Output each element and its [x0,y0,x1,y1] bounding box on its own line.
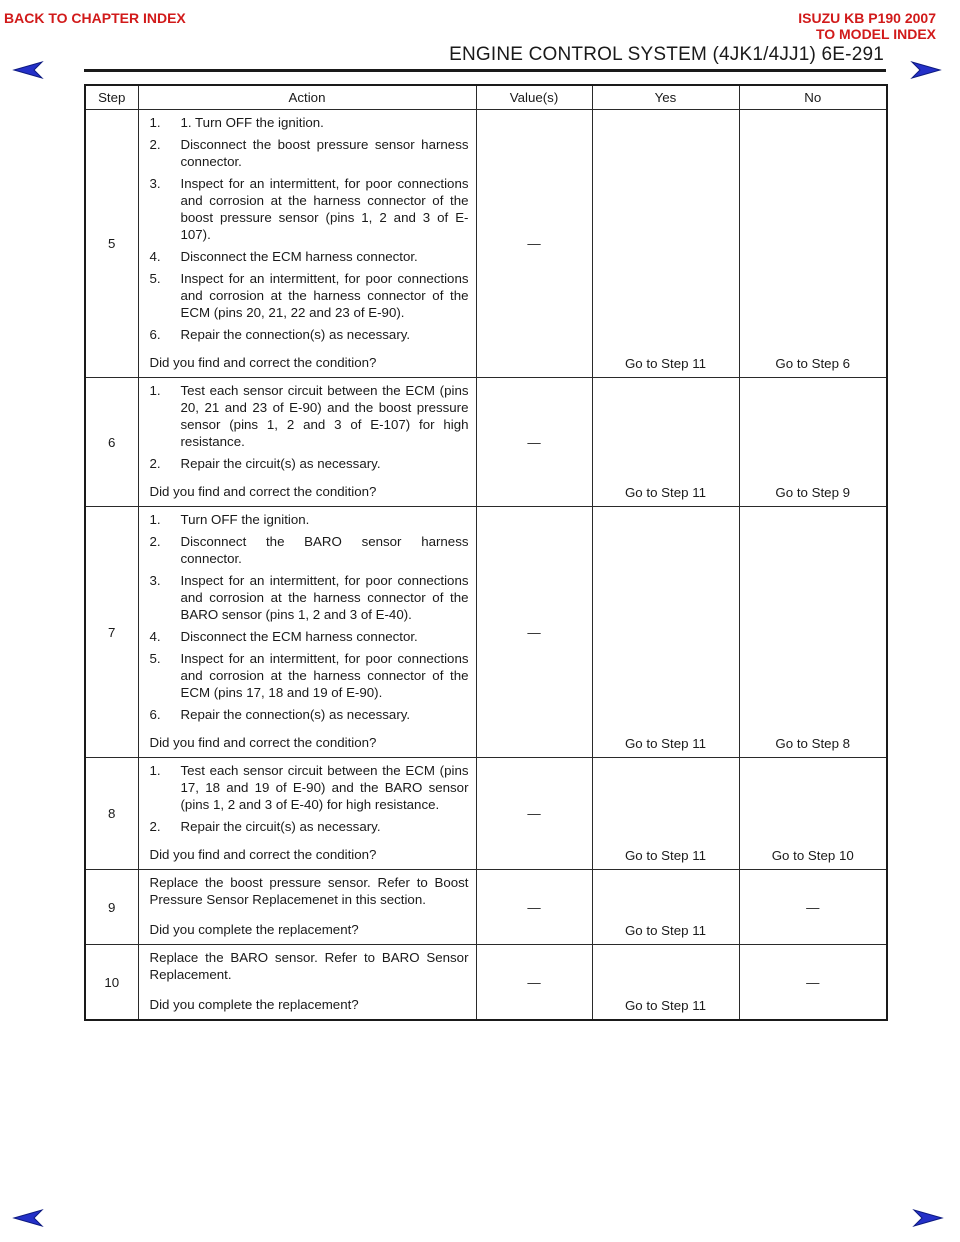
action-cell [138,507,476,758]
action-list-item [150,628,469,645]
action-item-text: Repair the circuit(s) as necessary. [180,456,381,471]
action-cell [138,945,476,1021]
action-cell [138,110,476,378]
action-list-item [150,270,469,321]
action-step-list [150,762,469,835]
action-list-item [150,511,469,528]
action-item-number: 5. [149,271,161,286]
action-cell [138,870,476,945]
action-item-text: Inspect for an intermittent, for poor connections and corrosion at the harness connector of the ECM (pins 17, 18 and 19 of E-90). [180,651,469,700]
header-divider [84,69,886,72]
model-links [798,10,936,42]
action-list-item [150,136,469,170]
no-result-cell: — [739,870,887,945]
no-result-cell: Go to Step 9 [739,378,887,507]
next-page-arrow-icon[interactable] [910,60,942,80]
action-question: Did you complete the replacement? [149,922,359,937]
back-to-chapter-index-link[interactable]: BACK TO CHAPTER INDEX [4,10,186,26]
yes-result-cell: Go to Step 11 [592,110,739,378]
table-row [85,378,887,507]
yes-result-cell: Go to Step 11 [592,507,739,758]
yes-result-cell: Go to Step 11 [592,870,739,945]
diagnostic-procedure-table [84,84,888,1021]
action-list-item [150,650,469,701]
column-header-action: Action [138,85,476,110]
action-list-item [150,175,469,243]
no-result-cell: Go to Step 8 [739,507,887,758]
value-cell: — [476,378,592,507]
action-item-text: Disconnect the BARO sensor harness connector. [180,534,469,566]
action-text: Replace the boost pressure sensor. Refer to Boost Pressure Sensor Replacemenet in this section. [149,875,469,907]
action-item-text: Turn OFF the ignition. [180,512,310,527]
table-row [85,870,887,945]
no-result-cell: Go to Step 6 [739,110,887,378]
action-list-item [150,248,469,265]
value-cell: — [476,758,592,870]
no-result-cell: Go to Step 10 [739,758,887,870]
action-list-item [150,382,469,450]
action-item-text: Repair the connection(s) as necessary. [180,707,411,722]
action-item-text: Test each sensor circuit between the ECM (pins 17, 18 and 19 of E-90) and the BARO sensor (pins 1, 2 and 3 of E-40) for high resistance. [180,763,469,812]
action-item-number: 3. [149,573,161,588]
action-question: Did you find and correct the condition? [149,847,377,862]
action-item-number: 1. [149,512,161,527]
yes-result-cell: Go to Step 11 [592,758,739,870]
action-item-text: Disconnect the boost pressure sensor harness connector. [180,137,469,169]
action-item-text: Disconnect the ECM harness connector. [180,249,418,264]
step-number: 8 [85,758,138,870]
action-item-number: 6. [149,327,161,342]
action-question: Did you find and correct the condition? [149,355,377,370]
action-list-item [150,533,469,567]
column-header-values: Value(s) [476,85,592,110]
value-cell: — [476,110,592,378]
action-item-text: 1. Turn OFF the ignition. [180,115,324,130]
page-header-title: ENGINE CONTROL SYSTEM (4JK1/4JJ1) 6E-291 [449,44,884,65]
action-cell [138,758,476,870]
column-header-yes: Yes [592,85,739,110]
next-page-arrow-icon[interactable] [912,1208,944,1228]
action-item-text: Inspect for an intermittent, for poor connections and corrosion at the harness connector of the BARO sensor (pins 1, 2 and 3 of E-40). [180,573,469,622]
action-item-number: 1. [149,763,161,778]
action-list-item [150,326,469,343]
action-item-number: 3. [149,176,161,191]
table-row [85,507,887,758]
previous-page-arrow-icon[interactable] [12,1208,44,1228]
action-list-item [150,762,469,813]
model-title-link[interactable]: ISUZU KB P190 2007 [798,10,936,26]
yes-result-cell: Go to Step 11 [592,945,739,1021]
action-item-number: 4. [149,629,161,644]
action-question: Did you complete the replacement? [149,997,359,1012]
action-text: Replace the BARO sensor. Refer to BARO Sensor Replacement. [149,950,469,982]
step-number: 5 [85,110,138,378]
action-item-number: 1. [149,115,161,130]
action-list-item [150,706,469,723]
column-header-step: Step [85,85,138,110]
to-model-index-link[interactable]: TO MODEL INDEX [815,26,936,42]
action-item-text: Repair the connection(s) as necessary. [180,327,411,342]
table-row [85,945,887,1021]
action-item-number: 2. [149,534,161,549]
table-header-row [85,85,887,110]
action-question: Did you find and correct the condition? [149,484,377,499]
table-row [85,110,887,378]
action-cell [138,378,476,507]
table-row [85,758,887,870]
action-item-text: Inspect for an intermittent, for poor connections and corrosion at the harness connector of the ECM (pins 20, 21, 22 and 23 of E-90). [180,271,469,320]
column-header-no: No [739,85,887,110]
action-item-number: 2. [149,456,161,471]
previous-page-arrow-icon[interactable] [12,60,44,80]
step-number: 10 [85,945,138,1021]
action-item-number: 6. [149,707,161,722]
action-item-text: Disconnect the ECM harness connector. [180,629,418,644]
action-item-number: 2. [149,137,161,152]
value-cell: — [476,507,592,758]
action-list-item [150,114,469,131]
value-cell: — [476,870,592,945]
action-item-number: 2. [149,819,161,834]
action-item-text: Inspect for an intermittent, for poor connections and corrosion at the harness connector of the boost pressure sensor (pins 1, 2 and 3 of E-107). [180,176,469,242]
action-list-item [150,455,469,472]
action-list-item [150,818,469,835]
value-cell: — [476,945,592,1021]
action-item-text: Test each sensor circuit between the ECM (pins 20, 21 and 23 of E-90) and the boost pressure sensor (pins 1, 2 and 3 of E-107) for high resistance. [180,383,469,449]
action-list-item [150,572,469,623]
yes-result-cell: Go to Step 11 [592,378,739,507]
step-number: 7 [85,507,138,758]
action-step-list [150,114,469,343]
no-result-cell: — [739,945,887,1021]
action-step-list [150,511,469,723]
action-step-list [150,382,469,472]
action-item-text: Repair the circuit(s) as necessary. [180,819,381,834]
action-item-number: 5. [149,651,161,666]
step-number: 6 [85,378,138,507]
action-item-number: 1. [149,383,161,398]
action-item-number: 4. [149,249,161,264]
step-number: 9 [85,870,138,945]
action-question: Did you find and correct the condition? [149,735,377,750]
